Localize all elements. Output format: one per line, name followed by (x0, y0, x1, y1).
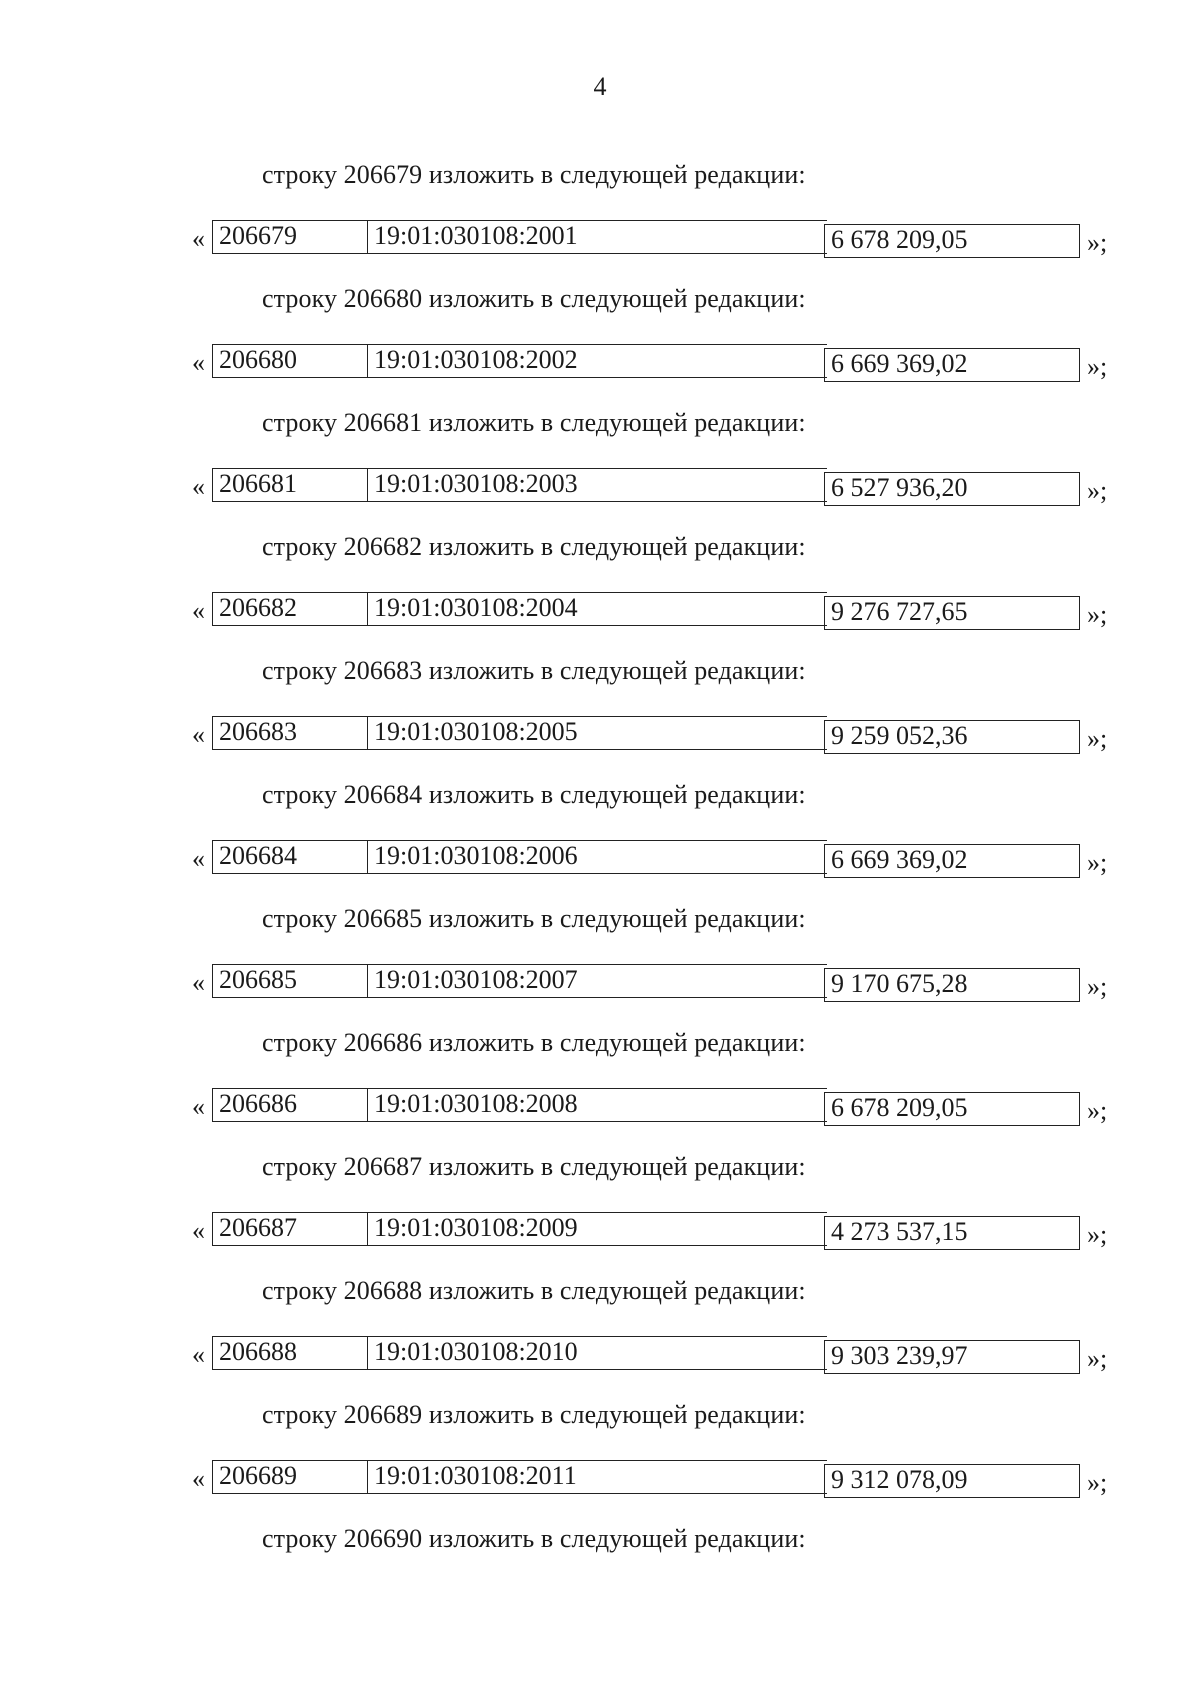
table-row (192, 218, 1112, 258)
amendment-block (0, 1152, 1200, 1276)
row-id-cell: 206686 (212, 1088, 370, 1122)
amendment-block (0, 1028, 1200, 1152)
opening-quote: « (192, 1216, 205, 1245)
amendment-instruction: строку 206688 изложить в следующей редакции: (262, 1276, 806, 1305)
closing-quote: »; (1087, 476, 1108, 505)
closing-quote: »; (1087, 1468, 1108, 1497)
amendment-instruction: строку 206681 изложить в следующей редакции: (262, 408, 806, 437)
amendment-block (0, 1276, 1200, 1400)
opening-quote: « (192, 596, 205, 625)
cadastral-number-cell: 19:01:030108:2010 (367, 1336, 827, 1370)
amendment-instruction: строку 206680 изложить в следующей редакции: (262, 284, 806, 313)
cadastral-value-cell: 6 678 209,05 (824, 224, 1080, 258)
row-id-cell: 206683 (212, 716, 370, 750)
cadastral-value-cell: 6 669 369,02 (824, 844, 1080, 878)
cadastral-value-cell: 6 527 936,20 (824, 472, 1080, 506)
amendment-block (0, 532, 1200, 656)
table-row (192, 962, 1112, 1002)
cadastral-value-cell: 4 273 537,15 (824, 1216, 1080, 1250)
closing-quote: »; (1087, 600, 1108, 629)
amendment-instruction: строку 206689 изложить в следующей редакции: (262, 1400, 806, 1429)
amendment-instruction: строку 206683 изложить в следующей редакции: (262, 656, 806, 685)
amendment-block (0, 904, 1200, 1028)
amendment-block (0, 1400, 1200, 1524)
closing-quote: »; (1087, 1344, 1108, 1373)
cadastral-number-cell: 19:01:030108:2002 (367, 344, 827, 378)
amendment-instruction: строку 206687 изложить в следующей редакции: (262, 1152, 806, 1181)
opening-quote: « (192, 224, 205, 253)
table-row (192, 590, 1112, 630)
cadastral-number-cell: 19:01:030108:2006 (367, 840, 827, 874)
amendment-block (0, 780, 1200, 904)
table-row (192, 1210, 1112, 1250)
opening-quote: « (192, 1092, 205, 1121)
cadastral-number-cell: 19:01:030108:2011 (367, 1460, 827, 1494)
table-row (192, 714, 1112, 754)
closing-quote: »; (1087, 848, 1108, 877)
row-id-cell: 206682 (212, 592, 370, 626)
table-row (192, 1334, 1112, 1374)
cadastral-number-cell: 19:01:030108:2004 (367, 592, 827, 626)
amendment-instruction: строку 206684 изложить в следующей редакции: (262, 780, 806, 809)
amendment-instruction: строку 206690 изложить в следующей редакции: (262, 1524, 806, 1553)
opening-quote: « (192, 472, 205, 501)
row-id-cell: 206684 (212, 840, 370, 874)
row-id-cell: 206689 (212, 1460, 370, 1494)
cadastral-value-cell: 6 669 369,02 (824, 348, 1080, 382)
row-id-cell: 206680 (212, 344, 370, 378)
row-id-cell: 206685 (212, 964, 370, 998)
row-id-cell: 206681 (212, 468, 370, 502)
amendment-instruction: строку 206686 изложить в следующей редакции: (262, 1028, 806, 1057)
table-row (192, 1086, 1112, 1126)
cadastral-number-cell: 19:01:030108:2008 (367, 1088, 827, 1122)
cadastral-value-cell: 9 312 078,09 (824, 1464, 1080, 1498)
opening-quote: « (192, 844, 205, 873)
opening-quote: « (192, 720, 205, 749)
cadastral-value-cell: 6 678 209,05 (824, 1092, 1080, 1126)
amendment-block (0, 656, 1200, 780)
cadastral-value-cell: 9 303 239,97 (824, 1340, 1080, 1374)
table-row (192, 466, 1112, 506)
closing-quote: »; (1087, 972, 1108, 1001)
opening-quote: « (192, 1340, 205, 1369)
amendment-instruction: строку 206679 изложить в следующей редакции: (262, 160, 806, 189)
cadastral-number-cell: 19:01:030108:2001 (367, 220, 827, 254)
table-row (192, 1458, 1112, 1498)
closing-quote: »; (1087, 352, 1108, 381)
amendment-instruction: строку 206685 изложить в следующей редакции: (262, 904, 806, 933)
amendment-block (0, 408, 1200, 532)
opening-quote: « (192, 1464, 205, 1493)
cadastral-number-cell: 19:01:030108:2005 (367, 716, 827, 750)
row-id-cell: 206688 (212, 1336, 370, 1370)
opening-quote: « (192, 348, 205, 377)
table-row (192, 342, 1112, 382)
cadastral-value-cell: 9 276 727,65 (824, 596, 1080, 630)
closing-quote: »; (1087, 1220, 1108, 1249)
row-id-cell: 206679 (212, 220, 370, 254)
closing-quote: »; (1087, 228, 1108, 257)
opening-quote: « (192, 968, 205, 997)
cadastral-value-cell: 9 259 052,36 (824, 720, 1080, 754)
amendment-block (0, 160, 1200, 284)
cadastral-number-cell: 19:01:030108:2009 (367, 1212, 827, 1246)
closing-quote: »; (1087, 1096, 1108, 1125)
closing-quote: »; (1087, 724, 1108, 753)
row-id-cell: 206687 (212, 1212, 370, 1246)
page-number: 4 (593, 72, 607, 101)
cadastral-number-cell: 19:01:030108:2003 (367, 468, 827, 502)
amendment-instruction: строку 206682 изложить в следующей редакции: (262, 532, 806, 561)
cadastral-number-cell: 19:01:030108:2007 (367, 964, 827, 998)
amendment-block (0, 1524, 1200, 1648)
table-row (192, 838, 1112, 878)
amendment-block (0, 284, 1200, 408)
cadastral-value-cell: 9 170 675,28 (824, 968, 1080, 1002)
